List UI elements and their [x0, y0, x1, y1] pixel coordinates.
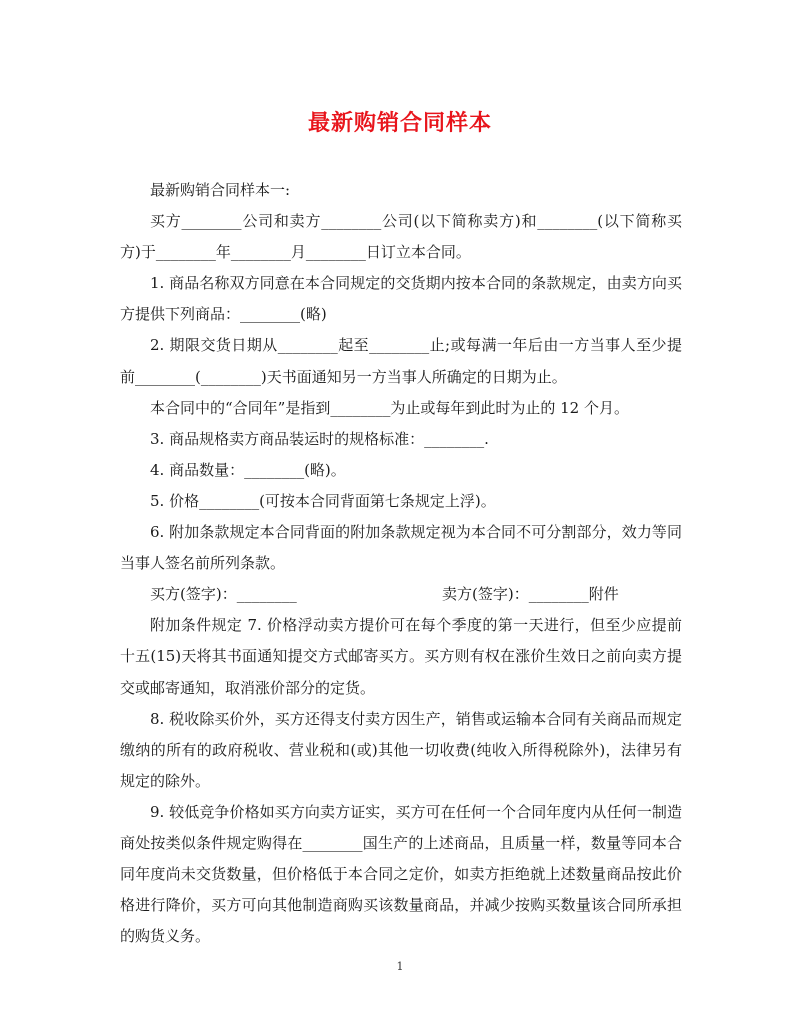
paragraph-clause-5: 5. 价格________(可按本合同背面第七条规定上浮)。 [150, 491, 496, 510]
paragraph-parties: 买方________公司和卖方________公司(以下简称卖方)和________(以下简称买方)于________年________月________日订立本合同。 [120, 212, 682, 262]
document-title: 最新购销合同样本 [307, 110, 492, 136]
paragraph-contract-year: 本合同中的“合同年”是指到________为止或每年到此时为止的 12 个月。 [150, 398, 629, 417]
page-number: 1 [396, 960, 404, 973]
paragraph-clause-6: 6. 附加条款规定本合同背面的附加条款规定视为本合同不可分割部分，效力等同当事人签名前所列条款。 [120, 523, 682, 573]
paragraph-clause-8: 8. 税收除买价外，买方还得支付卖方因生产，销售或运输本合同有关商品而规定缴纳的所有的政府税收、营业税和(或)其他一切收费(纯收入所得税除外)，法律另有规定的除外。 [120, 709, 682, 790]
paragraph-clause-4: 4. 商品数量：________(略)。 [150, 460, 346, 479]
document-body [120, 175, 682, 952]
paragraph-clause-1: 1. 商品名称双方同意在本合同规定的交货期内按本合同的条款规定，由卖方向买方提供下列商品：________(略) [120, 274, 682, 324]
buyer-signature: 买方(签字)：________ [150, 585, 297, 604]
paragraph-intro: 最新购销合同样本一: [150, 181, 291, 199]
paragraph-clause-9: 9. 较低竞争价格如买方向卖方证实，买方可在任何一个合同年度内从任何一制造商处按类似条件规定购得在________国生产的上述商品，且质量一样，数量等同本合同年度尚未交货数量，但价格低于本合同之定价，如卖方拒绝就上述数量商品按此价格进行降价，买方可向其他制造商购买该数量商品，并减少按购买数量该合同所承担的购货义务。 [120, 802, 682, 946]
paragraph-clause-3: 3. 商品规格卖方商品装运时的规格标准：________. [150, 429, 489, 448]
paragraph-clause-2: 2. 期限交货日期从________起至________止;或每满一年后由一方当事人至少提前________(________)天书面通知另一方当事人所确定的日期为止。 [120, 336, 682, 386]
signature-row [120, 579, 682, 610]
paragraph-clause-7: 附加条件规定 7. 价格浮动卖方提价可在每个季度的第一天进行，但至少应提前十五(15)天将其书面通知提交方式邮寄买方。买方则有权在涨价生效日之前向卖方提交或邮寄通知，取消涨价部分的定货。 [120, 616, 682, 697]
seller-signature: 卖方(签字)：________附件 [442, 585, 619, 604]
